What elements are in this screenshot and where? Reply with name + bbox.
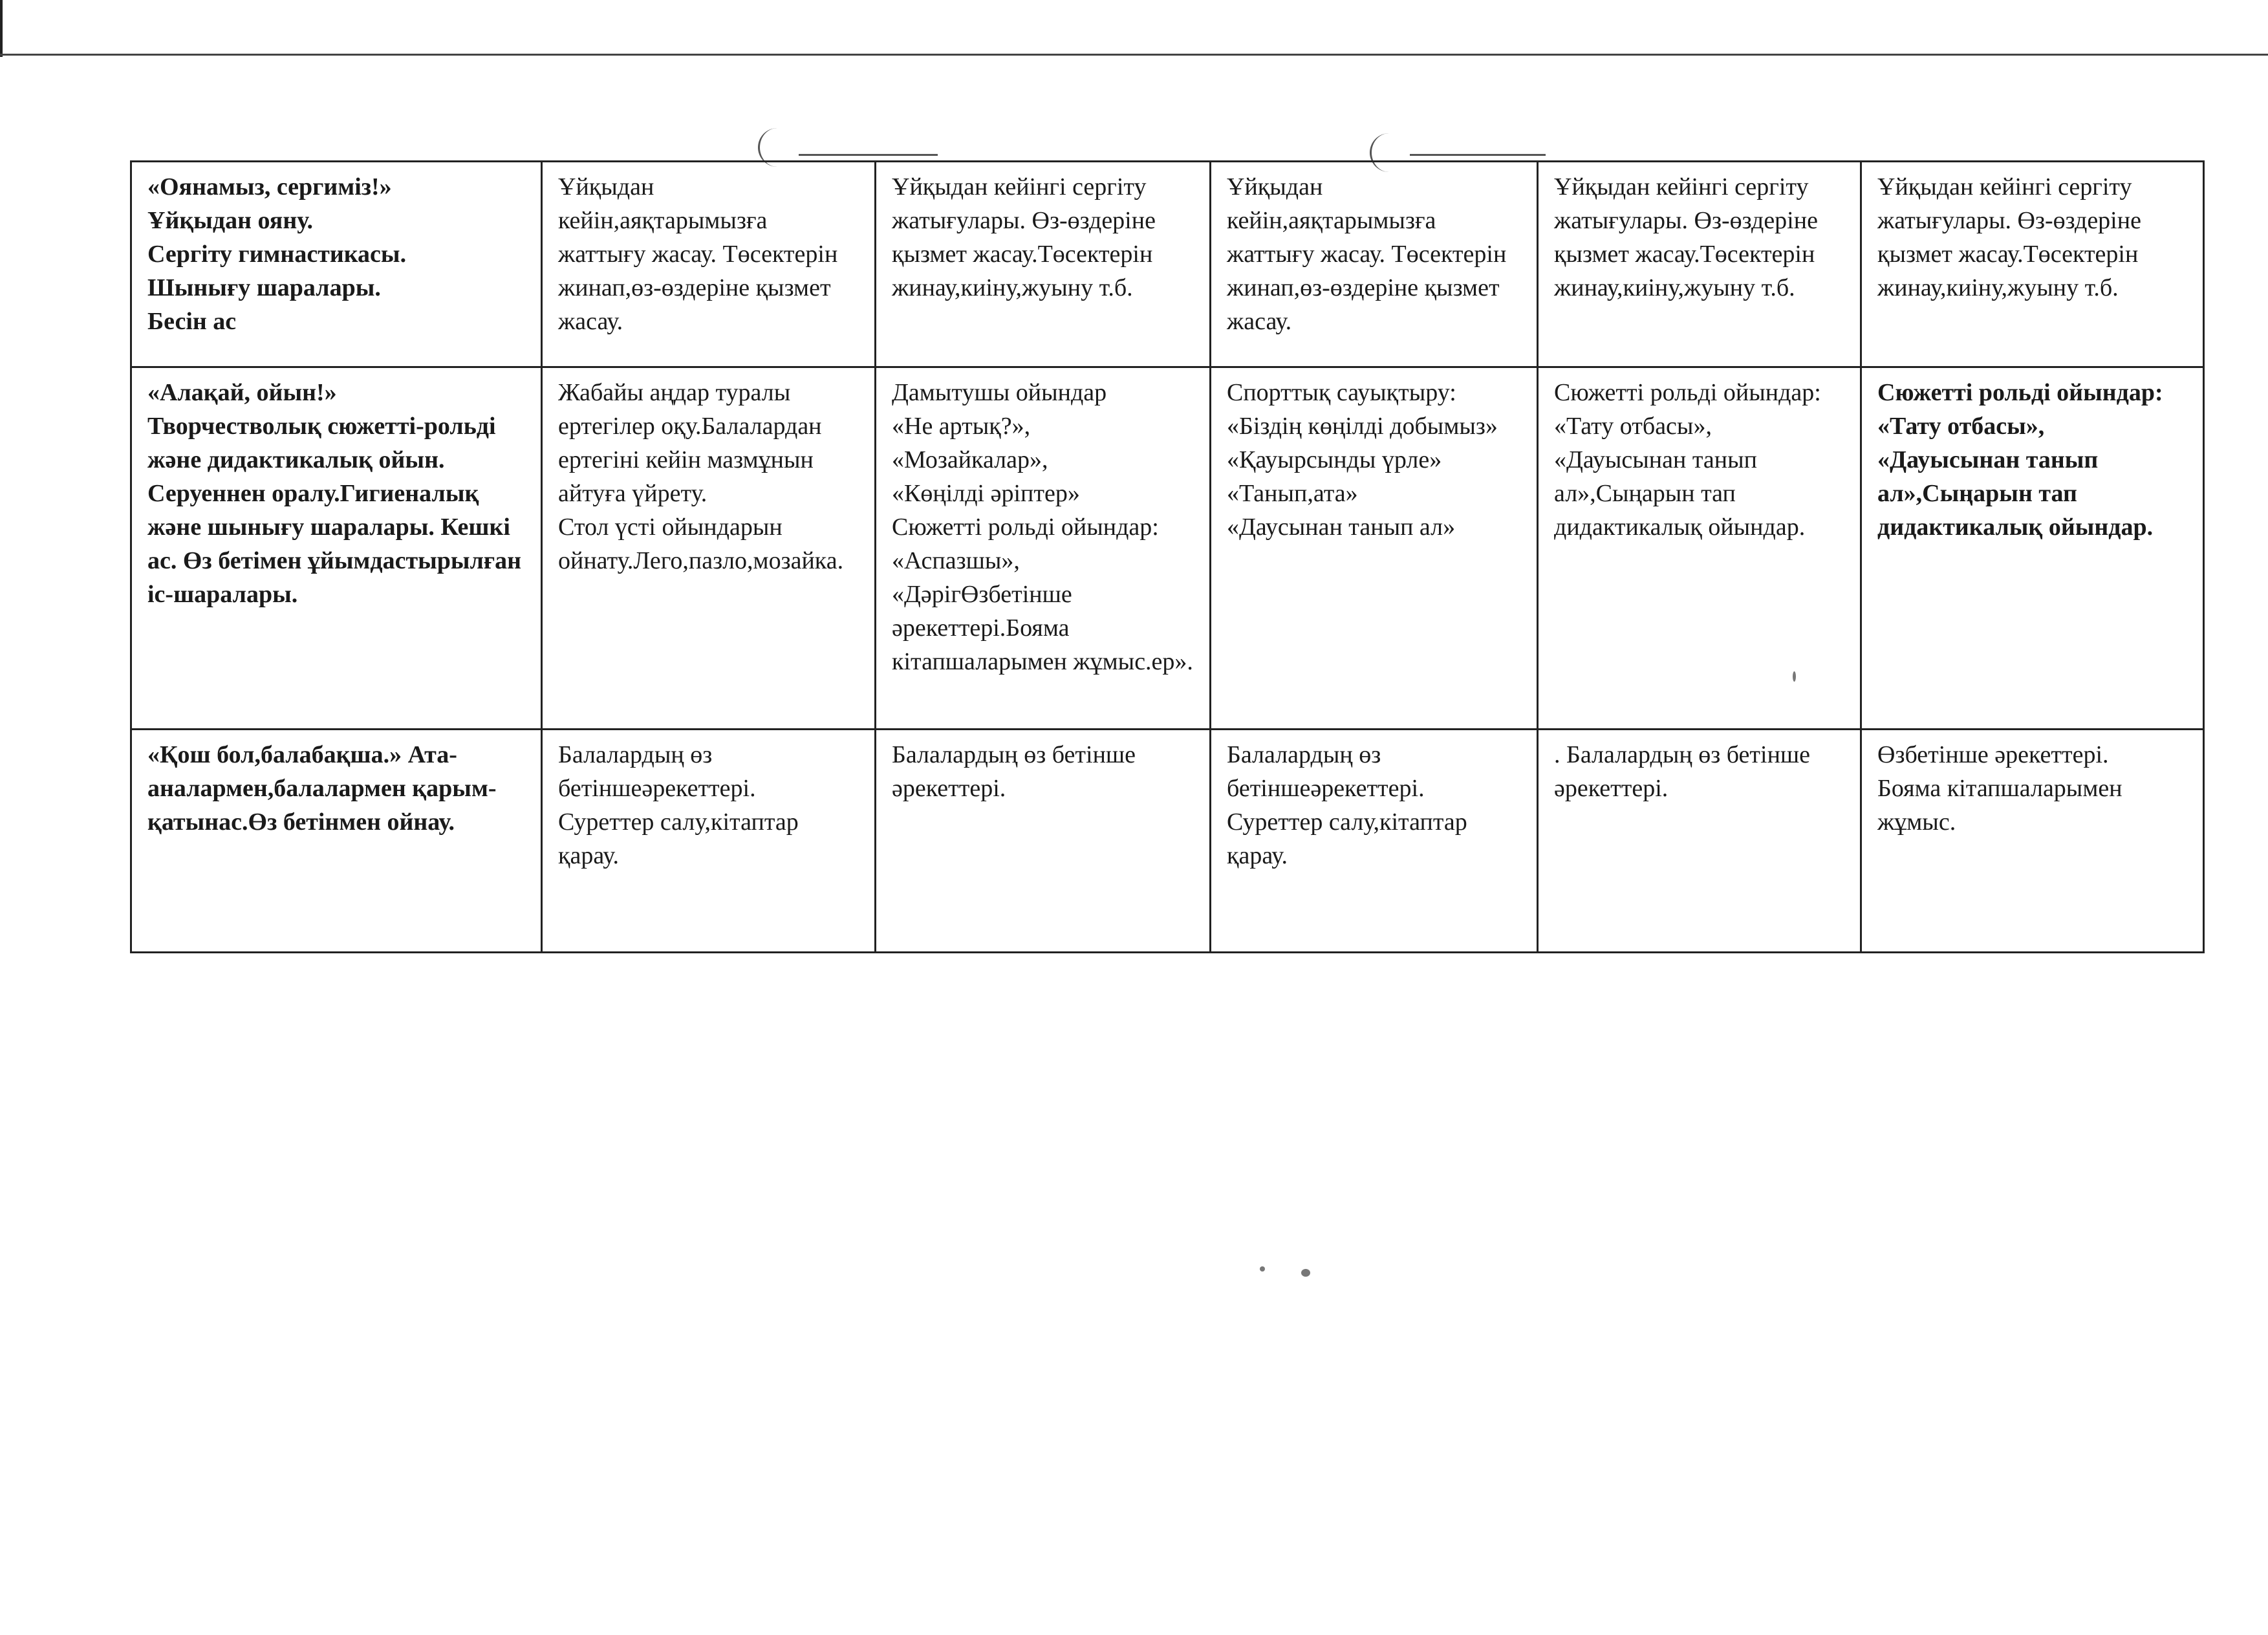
table-cell: Ұйқыдан кейінгі сергіту жатығулары. Өз-өздеріне қызмет жасау.Төсектерін жинау,киіну,жуыну т.б. [1538,162,1861,367]
scan-edge-left [0,0,3,57]
scan-speck [1301,1269,1310,1277]
daily-schedule-table [130,160,2205,953]
table-row [131,730,2204,953]
table-cell: Ұйқыдан кейінгі сергіту жатығулары. Өз-өздеріне қызмет жасау.Төсектерін жинау,киіну,жуыну т.б. [876,162,1211,367]
scan-edge-top [0,54,2268,56]
table-cell: Ұйқыдан кейін,аяқтарымызға жаттығу жасау. Төсектерін жинап,өз-өздеріне қызмет жасау. [1211,162,1538,367]
table-cell: Ұйқыдан кейін,аяқтарымызға жаттығу жасау. Төсектерін жинап,өз-өздеріне қызмет жасау. [542,162,876,367]
table-cell: Балалардың өз бетіншеәрекеттері. Суреттер салу,кітаптар қарау. [542,730,876,953]
row-label-cell: «Алақай, ойын!» Творчестволық сюжетті-рольді және дидактикалық ойын. Серуеннен оралу.Гигиеналық және шынығу шаралары. Кешкі ас. Өз бетімен ұйымдастырылған іс-шаралары. [131,367,542,730]
table-cell: Жабайы аңдар туралы ертегілер оқу.Балалардан ертегіні кейін мазмұнын айтуға үйрету. Стол үсті ойындарын ойнату.Лего,пазло,мозайка. [542,367,876,730]
table-cell: Спорттық сауықтыру: «Біздің көңілді добымыз» «Қауырсынды үрле» «Танып,ата» «Даусынан танып ал» [1211,367,1538,730]
table-row [131,367,2204,730]
scan-speck [1260,1266,1265,1272]
table-cell: Балалардың өз бетінше әрекеттері. [876,730,1211,953]
punch-line-left [799,154,938,156]
row-label-cell: «Қош бол,балабақша.» Ата-аналармен,балалармен қарым-қатынас.Өз бетінмен ойнау. [131,730,542,953]
table-cell: Өзбетінше әрекеттері. Бояма кітапшаларымен жұмыс. [1861,730,2204,953]
table-cell: Ұйқыдан кейінгі сергіту жатығулары. Өз-өздеріне қызмет жасау.Төсектерін жинау,киіну,жуыну т.б. [1861,162,2204,367]
table-cell: Балалардың өз бетіншеәрекеттері. Суреттер салу,кітаптар қарау. [1211,730,1538,953]
punch-line-right [1410,154,1546,156]
table-cell: . Балалардың өз бетінше әрекеттері. [1538,730,1861,953]
table-cell: Сюжетті рольді ойындар: «Тату отбасы», «Дауысынан танып ал»,Сыңарын тап дидактикалық ойындар. [1861,367,2204,730]
row-label-cell: «Оянамыз, сергиміз!» Ұйқыдан ояну. Сергіту гимнастикасы. Шынығу шаралары. Бесін ас [131,162,542,367]
table-row [131,162,2204,367]
table-cell: Дамытушы ойындар «Не артық?», «Мозайкалар», «Көңілді әріптер» Сюжетті рольді ойындар: «Аспазшы», «ДәрігӨзбетінше әрекеттері.Бояма кітапшаларымен жұмыс.ер». [876,367,1211,730]
table-cell: Сюжетті рольді ойындар: «Тату отбасы», «Дауысынан танып ал»,Сыңарын тап дидактикалық ойындар. [1538,367,1861,730]
scan-speck [1793,671,1796,682]
